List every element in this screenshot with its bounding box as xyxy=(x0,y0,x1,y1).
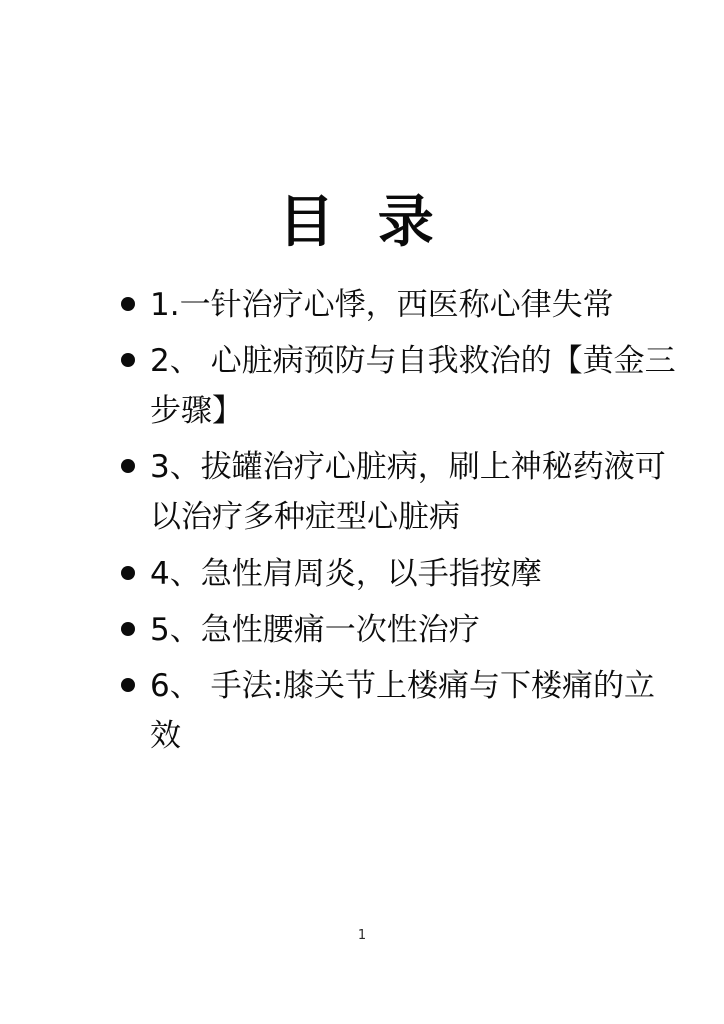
bullet-icon xyxy=(121,459,135,473)
bullet-icon xyxy=(121,353,135,367)
toc-entry-label: 6、 手法:膝关节上楼痛与下楼痛的立效 xyxy=(150,668,656,755)
toc-entry-label: 3、拔罐治疗心脏病，刷上神秘药液可以治疗多种症型心脏病 xyxy=(150,449,666,536)
list-item xyxy=(150,280,678,330)
list-item xyxy=(150,661,678,761)
table-of-contents xyxy=(0,280,724,762)
bullet-icon xyxy=(121,297,135,311)
bullet-icon xyxy=(121,678,135,692)
bullet-icon xyxy=(121,622,135,636)
bullet-icon xyxy=(121,566,135,580)
page-title: 目 录 xyxy=(278,190,446,255)
page-number: 1 xyxy=(357,928,367,943)
toc-entry-label: 5、急性腰痛一次性治疗 xyxy=(150,611,480,648)
toc-entry-label: 4、急性肩周炎，以手指按摩 xyxy=(150,555,542,592)
toc-entry-label: 1.一针治疗心悸，西医称心律失常 xyxy=(150,286,614,323)
list-item xyxy=(150,336,678,436)
list-item xyxy=(150,442,678,542)
list-item xyxy=(150,549,678,599)
list-item xyxy=(150,605,678,655)
toc-entry-label: 2、 心脏病预防与自我救治的【黄金三步骤】 xyxy=(150,342,676,430)
